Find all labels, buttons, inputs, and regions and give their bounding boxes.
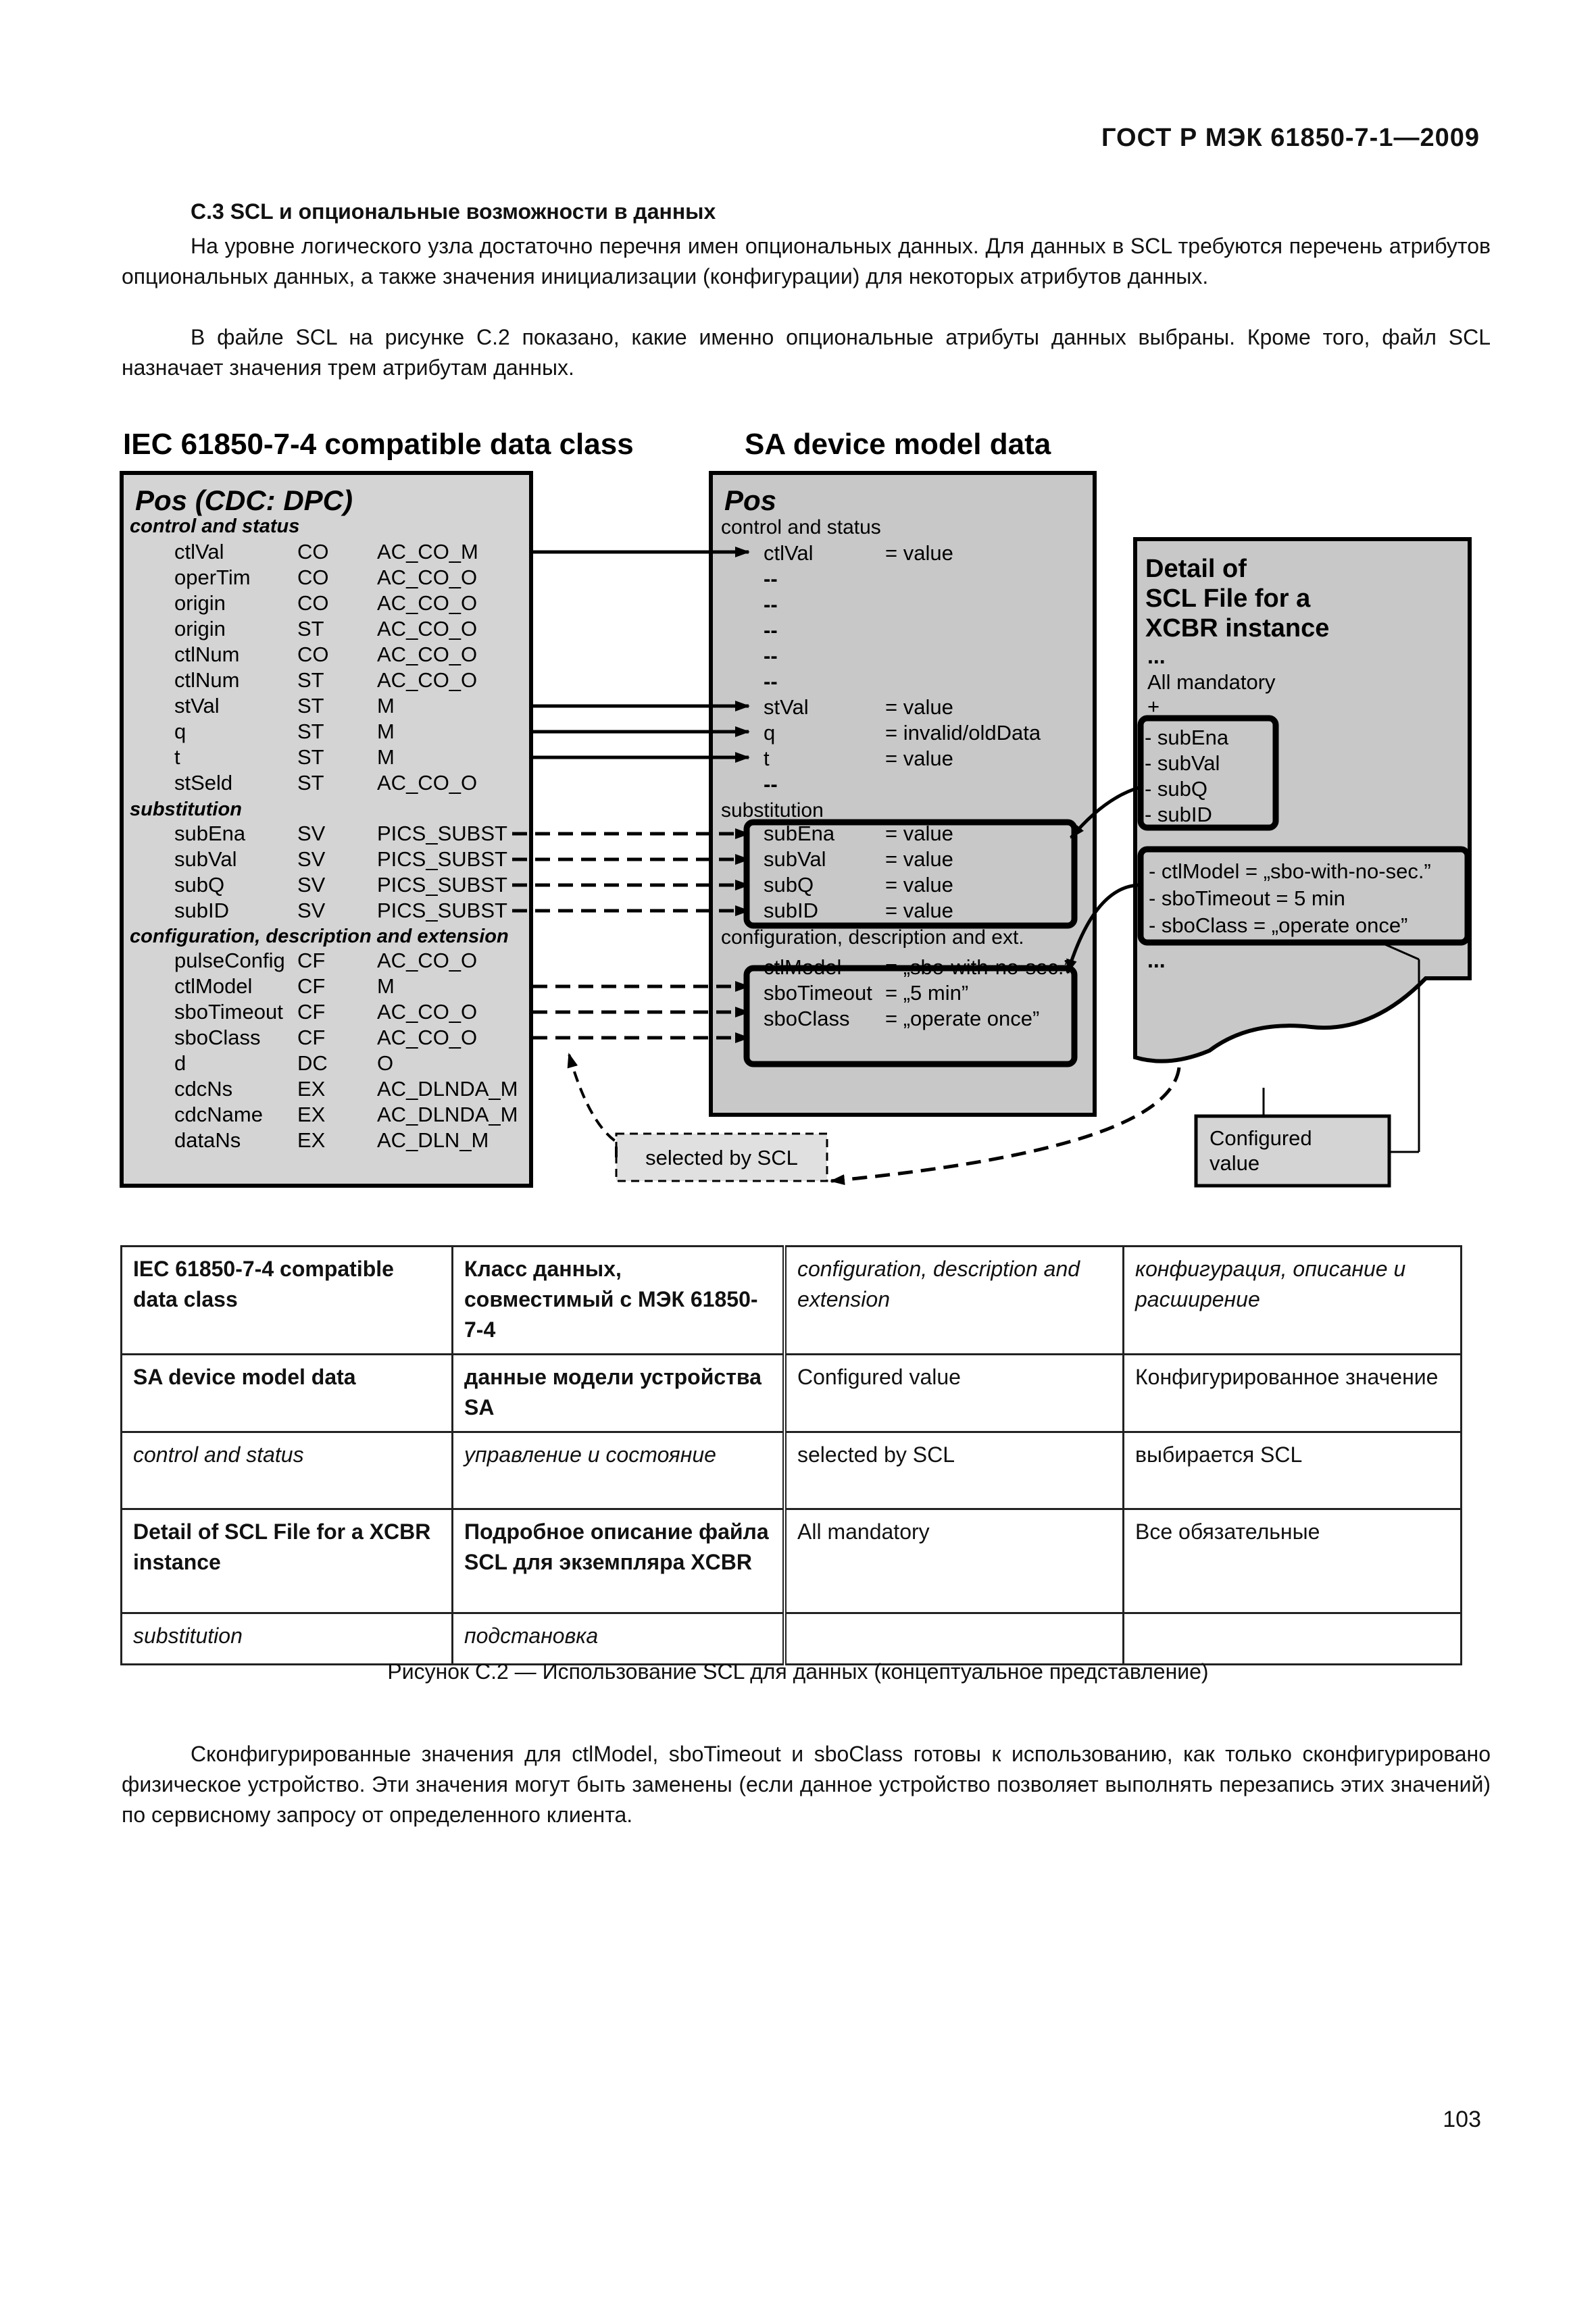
figure-caption: Рисунок С.2 — Использование SCL для данных (концептуальное представление) — [387, 1659, 1209, 1684]
legend-cell-ru2: Конфигурированное значение — [1124, 1355, 1462, 1432]
class-attr-name: sboClass — [174, 1026, 261, 1049]
class-attr-presence: AC_DLN_M — [377, 1128, 489, 1152]
scl-title-line-3: XCBR instance — [1145, 614, 1330, 643]
class-attr-name: sboTimeout — [174, 1000, 283, 1024]
scl-ellipsis-2: ... — [1147, 948, 1166, 972]
class-attr-fc: ST — [297, 694, 324, 718]
class-attr-fc: SV — [297, 822, 326, 845]
device-attr-value: = value — [885, 695, 953, 719]
device-attr-value: = „operate once” — [885, 1007, 1040, 1030]
class-group-substitution: substitution — [130, 799, 242, 820]
class-attr-presence: AC_CO_O — [377, 565, 478, 589]
legend-cell-ru: данные модели устройства SA — [453, 1355, 785, 1432]
configured-value-line-2: value — [1210, 1151, 1260, 1175]
class-attr-fc: CF — [297, 1026, 326, 1049]
class-attr-name: subID — [174, 899, 229, 922]
device-attr-name: q — [764, 721, 776, 745]
class-attr-fc: DC — [297, 1051, 328, 1075]
device-attr-name: sboTimeout — [764, 981, 872, 1005]
class-attr-presence: AC_CO_O — [377, 1000, 478, 1024]
class-attr-presence: PICS_SUBST — [377, 847, 507, 871]
page-number: 103 — [1443, 2107, 1481, 2132]
class-attr-fc: EX — [297, 1103, 326, 1126]
legend-cell-en: substitution — [122, 1613, 453, 1665]
configured-value-line-1: Configured — [1210, 1126, 1312, 1150]
scl-selected-item: - subID — [1145, 803, 1212, 826]
class-attr-name: stSeld — [174, 771, 233, 795]
legend-cell-ru2 — [1124, 1613, 1462, 1665]
device-attr-name: -- — [764, 593, 778, 616]
device-attr-name: sboClass — [764, 1007, 850, 1030]
class-attr-fc: ST — [297, 668, 324, 692]
class-attr-presence: AC_CO_M — [377, 540, 478, 563]
legend-cell-en2: All mandatory — [784, 1509, 1124, 1613]
device-attr-value: = „5 min” — [885, 981, 969, 1005]
legend-cell-ru: подстановка — [453, 1613, 785, 1665]
device-model-title: Pos — [724, 484, 777, 516]
class-attr-presence: AC_CO_O — [377, 643, 478, 666]
right-figure-title: SA device model data — [745, 428, 1051, 461]
device-attr-name: -- — [764, 670, 778, 693]
scl-configured-item: - ctlModel = „sbo-with-no-sec.” — [1149, 859, 1431, 883]
class-attr-fc: ST — [297, 771, 324, 795]
class-attr-presence: AC_CO_O — [377, 949, 478, 972]
class-attr-name: ctlModel — [174, 974, 253, 998]
dashed-arrow-to-class — [569, 1054, 616, 1157]
device-attr-value: = value — [885, 847, 953, 871]
device-attr-name: stVal — [764, 695, 809, 719]
class-attr-presence: AC_CO_O — [377, 591, 478, 615]
device-attr-name: subEna — [764, 822, 835, 845]
device-attr-value: = invalid/oldData — [885, 721, 1041, 745]
class-attr-name: origin — [174, 591, 226, 615]
class-attr-name: q — [174, 720, 186, 743]
legend-cell-ru: управление и состояние — [453, 1432, 785, 1509]
class-attr-name: pulseConfig — [174, 949, 285, 972]
device-attr-value: = value — [885, 822, 953, 845]
legend-row — [122, 1355, 1462, 1432]
legend-cell-en2: configuration, description and extension — [784, 1247, 1124, 1355]
class-attr-name: d — [174, 1051, 186, 1075]
device-group-control: control and status — [721, 516, 881, 538]
class-attr-fc: EX — [297, 1128, 326, 1152]
class-attr-name: subEna — [174, 822, 246, 845]
scl-configured-item: - sboClass = „operate once” — [1149, 913, 1408, 937]
class-attr-name: subVal — [174, 847, 237, 871]
standard-header: ГОСТ Р МЭК 61850-7-1—2009 — [1101, 124, 1480, 152]
device-attr-name: t — [764, 747, 770, 770]
device-attr-name: -- — [764, 618, 778, 642]
class-attr-presence: AC_CO_O — [377, 1026, 478, 1049]
class-attr-presence: AC_DLNDA_M — [377, 1077, 518, 1101]
data-class-title: Pos (CDC: DPC) — [135, 484, 353, 516]
class-attr-name: cdcName — [174, 1103, 263, 1126]
class-attr-fc: SV — [297, 873, 326, 897]
class-attr-fc: EX — [297, 1077, 326, 1101]
class-attr-presence: PICS_SUBST — [377, 873, 507, 897]
class-attr-fc: SV — [297, 899, 326, 922]
legend-cell-en: SA device model data — [122, 1355, 453, 1432]
device-attr-name: -- — [764, 567, 778, 590]
class-attr-fc: CO — [297, 643, 329, 666]
device-attr-name: subQ — [764, 873, 814, 897]
class-attr-name: ctlVal — [174, 540, 224, 563]
legend-cell-en2: Configured value — [784, 1355, 1124, 1432]
class-attr-name: dataNs — [174, 1128, 241, 1152]
legend-cell-ru2: Все обязательные — [1124, 1509, 1462, 1613]
selected-by-scl-label: selected by SCL — [645, 1146, 798, 1169]
class-attr-name: stVal — [174, 694, 220, 718]
closing-paragraph: Сконфигурированные значения для ctlModel, sboTimeout и sboClass готовы к использованию, как только сконфигурировано физическое устройство. Эти значения могут быть заменены (если данное устройство позволяет выполнять перезапись этих значений) по сервисному запросу от определенного клиента. — [122, 1742, 1491, 1827]
class-attr-presence: AC_DLNDA_M — [377, 1103, 518, 1126]
device-attr-name: ctlModel — [764, 955, 842, 979]
scl-title-line-2: SCL File for a — [1145, 584, 1311, 613]
class-attr-name: cdcNs — [174, 1077, 233, 1101]
legend-row — [122, 1613, 1462, 1665]
class-attr-name: ctlNum — [174, 643, 240, 666]
class-attr-fc: CF — [297, 949, 326, 972]
scl-configured-item: - sboTimeout = 5 min — [1149, 886, 1345, 910]
scl-plus: + — [1147, 695, 1160, 718]
device-attr-name: subVal — [764, 847, 826, 871]
left-figure-title: IEC 61850-7-4 compatible data class — [123, 428, 634, 461]
legend-table — [120, 1245, 1462, 1665]
device-attr-value: = value — [885, 747, 953, 770]
class-attr-name: subQ — [174, 873, 225, 897]
device-attr-value: = value — [885, 873, 953, 897]
device-attr-value: = value — [885, 899, 953, 922]
class-attr-presence: M — [377, 720, 395, 743]
legend-row — [122, 1509, 1462, 1613]
class-attr-presence: M — [377, 745, 395, 769]
class-attr-fc: CO — [297, 565, 329, 589]
class-attr-presence: M — [377, 974, 395, 998]
class-attr-fc: SV — [297, 847, 326, 871]
class-attr-name: ctlNum — [174, 668, 240, 692]
scl-all-mandatory: All mandatory — [1147, 670, 1276, 694]
class-attr-fc: ST — [297, 617, 324, 640]
device-group-config: configuration, description and ext. — [721, 926, 1024, 949]
scl-title-line-1: Detail of — [1145, 555, 1247, 583]
scl-selected-item: - subQ — [1145, 777, 1208, 801]
class-group-config: configuration, description and extension — [130, 926, 509, 947]
class-attr-fc: CF — [297, 1000, 326, 1024]
device-attr-name: -- — [764, 644, 778, 668]
device-attr-name: ctlVal — [764, 541, 814, 565]
scl-ellipsis: ... — [1147, 644, 1166, 668]
class-attr-name: t — [174, 745, 180, 769]
legend-cell-ru: Класс данных, совместимый с МЭК 61850-7-4 — [453, 1247, 785, 1355]
class-attr-presence: M — [377, 694, 395, 718]
class-attr-fc: CO — [297, 540, 329, 563]
intro-paragraph-2: В файле SCL на рисунке С.2 показано, какие именно опциональные атрибуты данных выбраны. Кроме того, файл SCL назначает значения трем атрибутам данных. — [122, 325, 1491, 380]
device-attr-value: = value — [885, 541, 953, 565]
scl-selected-item: - subVal — [1145, 751, 1220, 775]
legend-cell-ru2: выбирается SCL — [1124, 1432, 1462, 1509]
section-title: С.3 SCL и опциональные возможности в данных — [191, 199, 716, 224]
device-attr-name: -- — [764, 772, 778, 796]
legend-cell-en2: selected by SCL — [784, 1432, 1124, 1509]
legend-cell-ru2: конфигурация, описание и расширение — [1124, 1247, 1462, 1355]
class-attr-fc: ST — [297, 720, 324, 743]
intro-paragraph-1: На уровне логического узла достаточно перечня имен опциональных данных. Для данных в SCL требуются перечень атрибутов опциональных данных, а также значения инициализации (конфигурации) для некоторых атрибутов данных. — [122, 234, 1491, 288]
legend-row — [122, 1432, 1462, 1509]
class-attr-presence: PICS_SUBST — [377, 899, 507, 922]
class-attr-presence: O — [377, 1051, 394, 1075]
class-attr-fc: CF — [297, 974, 326, 998]
device-attr-name: subID — [764, 899, 818, 922]
device-attr-value: = „sbo-with-no-sec.” — [885, 955, 1071, 979]
legend-cell-en: IEC 61850-7-4 compatible data class — [122, 1247, 453, 1355]
class-group-control: control and status — [130, 515, 300, 537]
class-attr-presence: AC_CO_O — [377, 668, 478, 692]
legend-cell-en2 — [784, 1613, 1124, 1665]
class-attr-fc: CO — [297, 591, 329, 615]
legend-cell-ru: Подробное описание файла SCL для экземпляра XCBR — [453, 1509, 785, 1613]
class-attr-name: operTim — [174, 565, 251, 589]
class-attr-name: origin — [174, 617, 226, 640]
device-group-substitution: substitution — [721, 799, 824, 822]
class-attr-presence: PICS_SUBST — [377, 822, 507, 845]
scl-selected-item: - subEna — [1145, 726, 1229, 749]
legend-cell-en: Detail of SCL File for a XCBR instance — [122, 1509, 453, 1613]
class-attr-presence: AC_CO_O — [377, 771, 478, 795]
class-attr-presence: AC_CO_O — [377, 617, 478, 640]
class-attr-fc: ST — [297, 745, 324, 769]
legend-cell-en: control and status — [122, 1432, 453, 1509]
legend-row — [122, 1247, 1462, 1355]
scl-figure — [115, 419, 1493, 1209]
